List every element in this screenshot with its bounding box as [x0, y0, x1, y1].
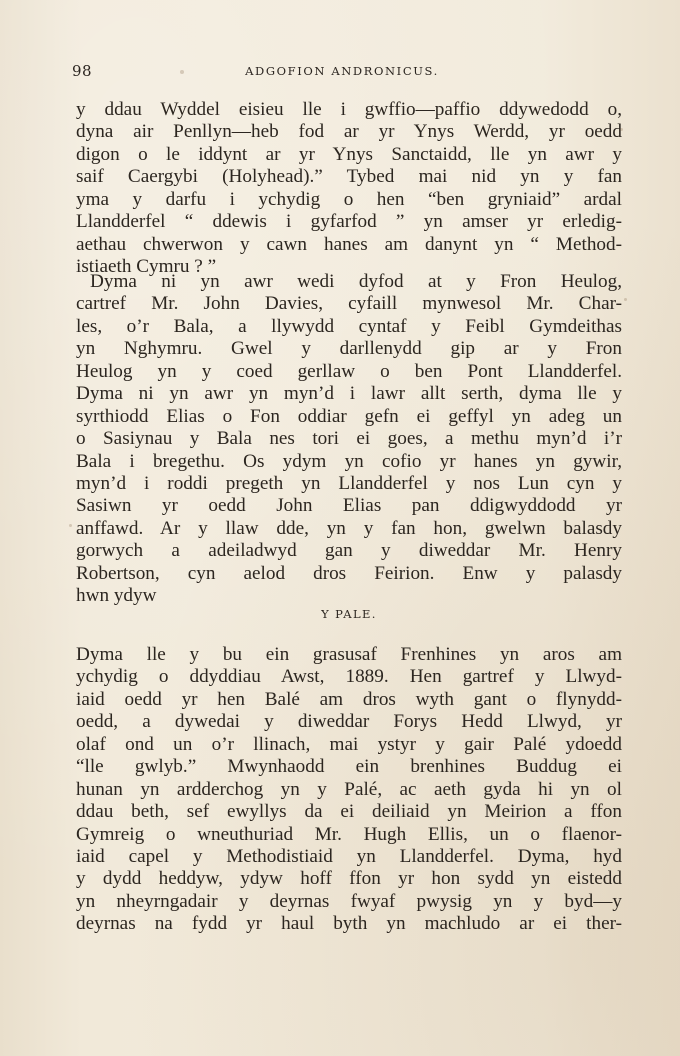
text-line: aethau chwerwon y cawn hanes am danynt yn “ Method- — [76, 233, 622, 255]
running-head: ADGOFION ANDRONICUS. — [245, 64, 439, 78]
text-line: iaid oedd yr hen Balé am dros wyth gant o flynydd- — [76, 688, 622, 710]
foxing-spot — [624, 298, 627, 301]
text-line: ddau beth, sef ewyllys da ei deiliaid yn Meirion a ffon — [76, 801, 622, 823]
text-line: Dyma lle y bu ein grasusaf Frenhines yn aros am — [76, 644, 622, 665]
foxing-spot — [69, 524, 72, 527]
text-line: hwn ydyw — [76, 585, 157, 607]
text-line: Sasiwn yr oedd John Elias pan ddigwyddodd yr — [76, 495, 622, 517]
text-line: yn Nghymru. Gwel y darllenydd gip ar y Fron — [76, 338, 622, 360]
text-line: yma y darfu i ychydig o hen “ben gryniaid” ardal — [76, 188, 622, 210]
text-line: Heulog yn y coed gerllaw o ben Pont Llandderfel. — [76, 360, 622, 382]
page-number: 98 — [72, 62, 93, 80]
text-line: Dyma ni yn awr yn myn’d i lawr allt serth, dyma lle y — [76, 383, 622, 405]
text-line: oedd, a dywedai y diweddar Forys Hedd Llwyd, yr — [76, 711, 622, 733]
foxing-spot — [180, 70, 184, 74]
text-line: ychydig o ddyddiau Awst, 1889. Hen gartref y Llwyd- — [76, 666, 622, 688]
text-line: les, o’r Bala, a llywydd cyntaf y Feibl Gymdeithas — [76, 315, 622, 337]
page-header — [72, 62, 612, 84]
text-line: hunan yn ardderchog yn y Palé, ac aeth gyda hi yn ol — [76, 778, 622, 800]
text-line: cartref Mr. John Davies, cyfaill mynwesol Mr. Char- — [76, 293, 622, 315]
text-line: yn nheyrngadair y deyrnas fwyaf pwysig yn y byd—y — [76, 890, 622, 912]
text-line: olaf ond un o’r llinach, mai ystyr y gair Palé ydoedd — [76, 733, 622, 755]
foxing-spot — [620, 128, 623, 131]
text-line: Bala i bregethu. Os ydym yn cofio yr hanes yn gywir, — [76, 450, 622, 472]
text-line: gorwych a adeiladwyd gan y diweddar Mr. Henry — [76, 540, 622, 562]
section-heading: Y PALE. — [321, 607, 377, 621]
text-line: Gymreig o wneuthuriad Mr. Hugh Ellis, un o flaenor- — [76, 823, 622, 845]
text-line: iaid capel y Methodistiaid yn Llandderfel. Dyma, hyd — [76, 845, 622, 867]
text-line: saif Caergybi (Holyhead).” Tybed mai nid yn y fan — [76, 166, 622, 188]
text-line: anffawd. Ar y llaw dde, yn y fan hon, gwelwn balasdy — [76, 517, 622, 539]
text-line: syrthiodd Elias o Fon oddiar gefn ei geffyl yn adeg un — [76, 405, 622, 427]
text-line: Llandderfel “ ddewis i gyfarfod ” yn amser yr erledig- — [76, 211, 622, 233]
paragraph-1 — [76, 99, 622, 279]
paragraph-2 — [76, 271, 622, 608]
text-line: Dyma ni yn awr wedi dyfod at y Fron Heulog, — [90, 271, 622, 292]
text-line: istiaeth Cymru ? ” — [76, 256, 217, 278]
text-line: o Sasiynau y Bala nes tori ei goes, a methu myn’d i’r — [76, 428, 622, 450]
text-line: deyrnas na fydd yr haul byth yn machludo ar ei ther- — [76, 913, 622, 935]
paragraph-3 — [76, 644, 622, 936]
text-line: “lle gwlyb.” Mwynhaodd ein brenhines Buddug ei — [76, 756, 622, 778]
text-line: dyna air Penllyn—heb fod ar yr Ynys Werdd, yr oedd — [76, 121, 622, 143]
text-line: digon o le iddynt ar yr Ynys Sanctaidd, lle yn awr y — [76, 143, 622, 165]
text-line: Robertson, cyn aelod dros Feirion. Enw y palasdy — [76, 562, 622, 584]
text-line: myn’d i roddi pregeth yn Llandderfel y nos Lun cyn y — [76, 472, 622, 494]
text-line: y ddau Wyddel eisieu lle i gwffio—paffio ddywedodd o, — [76, 99, 622, 120]
text-line: y dydd heddyw, ydyw hoff ffon yr hon sydd yn eistedd — [76, 868, 622, 890]
